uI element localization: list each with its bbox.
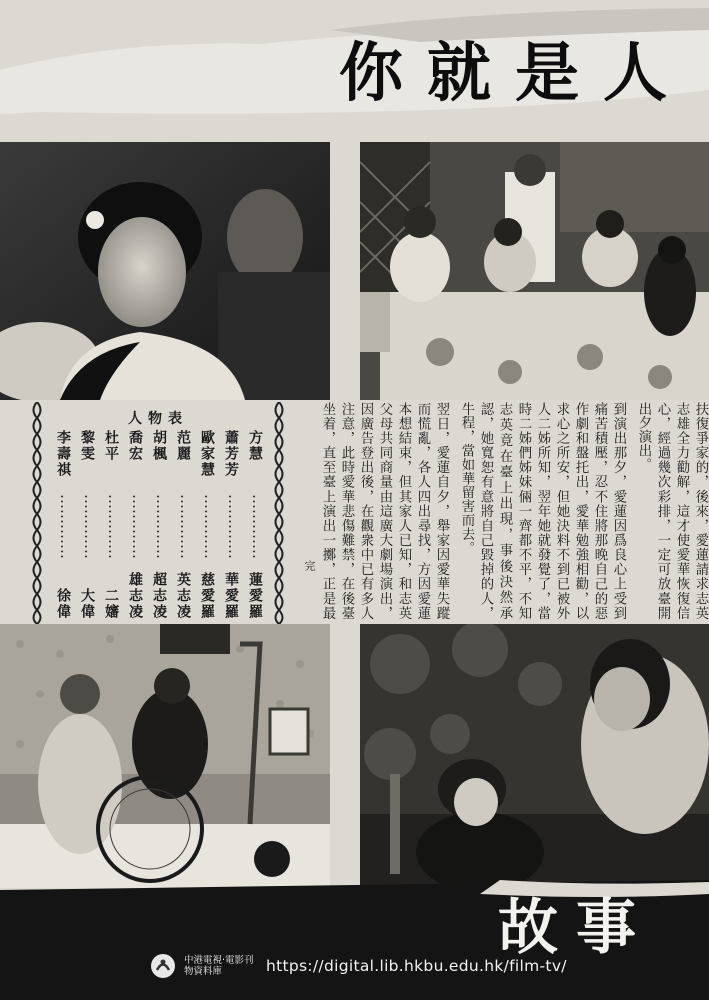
bottom-band bbox=[0, 880, 709, 1000]
cast-actor: 方慧 bbox=[247, 430, 263, 462]
cast-actor: 歐家慧 bbox=[199, 430, 215, 478]
cast-role: 大偉 bbox=[79, 588, 95, 620]
dining-scene-photo bbox=[360, 142, 709, 400]
cast-role: 蓮愛羅 bbox=[247, 572, 263, 620]
article-paragraph: 到演出那夕，愛蓮因爲良心上受到痛苦積壓，忍不住將那晚自己的惡作劇和盤托出，愛華勉強相勸，以求心之所安，但她決料不到已被外人二姊所知，翌年她就發覺了，當時二姊們姊妹倆一齊都不平，不知志英竟在臺上出現，事後決然承認，她寬恕有意將自己毀掉的人，牛程，當如華留害而去。 bbox=[459, 402, 626, 620]
cast-role: 徐偉 bbox=[55, 588, 71, 620]
cast-entry bbox=[76, 430, 98, 620]
cast-role: 雄志凌 bbox=[127, 572, 143, 620]
leader-dots bbox=[133, 494, 135, 560]
library-logo-icon bbox=[150, 953, 176, 979]
cast-role: 英志凌 bbox=[175, 572, 191, 620]
ornamental-border-left bbox=[28, 402, 46, 624]
leader-dots bbox=[181, 494, 183, 560]
cast-actor: 范麗 bbox=[175, 430, 191, 462]
cast-entry bbox=[220, 430, 242, 620]
cast-actor: 杜平 bbox=[103, 430, 119, 462]
page-title: 你就是人 bbox=[339, 36, 691, 111]
article-paragraph: 扶復爭家的，後來，愛蓮請求志英志雄全力勸解，這才使愛華恢復信心，經過幾次彩排，一定可放臺開出夕演出。 bbox=[636, 402, 708, 620]
library-watermark bbox=[150, 950, 570, 982]
wheelchair-scene-photo bbox=[0, 624, 330, 888]
watermark-institution: 中港電視·電影刊物資料庫 bbox=[184, 955, 254, 977]
cast-entry bbox=[244, 430, 266, 620]
cast-role: 慈愛羅 bbox=[199, 572, 215, 620]
cast-columns bbox=[50, 430, 266, 620]
cast-actor: 蕭芳芳 bbox=[223, 430, 239, 478]
cast-role: 超志凌 bbox=[151, 572, 167, 620]
cast-entry bbox=[148, 430, 170, 620]
cast-entry bbox=[172, 430, 194, 620]
leader-dots bbox=[61, 494, 63, 560]
end-mark: 完 bbox=[303, 560, 316, 573]
portrait-photo bbox=[0, 142, 330, 400]
garden-scene-photo bbox=[360, 624, 709, 888]
leader-dots bbox=[85, 494, 87, 560]
cast-table-title: 人物表 bbox=[128, 411, 188, 427]
cast-actor: 李壽祺 bbox=[55, 430, 71, 478]
leader-dots bbox=[205, 494, 207, 560]
leader-dots bbox=[157, 494, 159, 560]
cast-role: 二嬸 bbox=[103, 588, 119, 620]
watermark-url[interactable]: https://digital.lib.hkbu.edu.hk/film-tv/ bbox=[266, 957, 567, 975]
cast-entry bbox=[52, 430, 74, 620]
story-article bbox=[318, 402, 709, 620]
story-title: 故事 bbox=[498, 893, 654, 963]
article-paragraph: 翌日，愛蓮自夕，舉家因愛華失蹤而慌亂，各人四出尋找，方因愛蓮本想結束，但其家人已知，和志英父母共同商量由這廣大劇場演出，因廣告登出後，在觀衆中已有多人注意，此時愛華悲傷難禁，在後臺坐着，直至臺上演出一擲，正是最 bbox=[320, 402, 449, 620]
cast-entry bbox=[100, 430, 122, 620]
cast-role: 華愛羅 bbox=[223, 572, 239, 620]
leader-dots bbox=[253, 494, 255, 560]
leader-dots bbox=[229, 494, 231, 560]
leader-dots bbox=[109, 494, 111, 560]
cast-table bbox=[28, 402, 288, 624]
cast-actor: 黎雯 bbox=[79, 430, 95, 462]
cast-actor: 喬宏 bbox=[127, 430, 143, 462]
title-band bbox=[0, 0, 709, 118]
cast-entry bbox=[124, 430, 146, 620]
cast-actor: 胡楓 bbox=[151, 430, 167, 462]
cast-entry bbox=[196, 430, 218, 620]
ornamental-border-right bbox=[270, 402, 288, 624]
